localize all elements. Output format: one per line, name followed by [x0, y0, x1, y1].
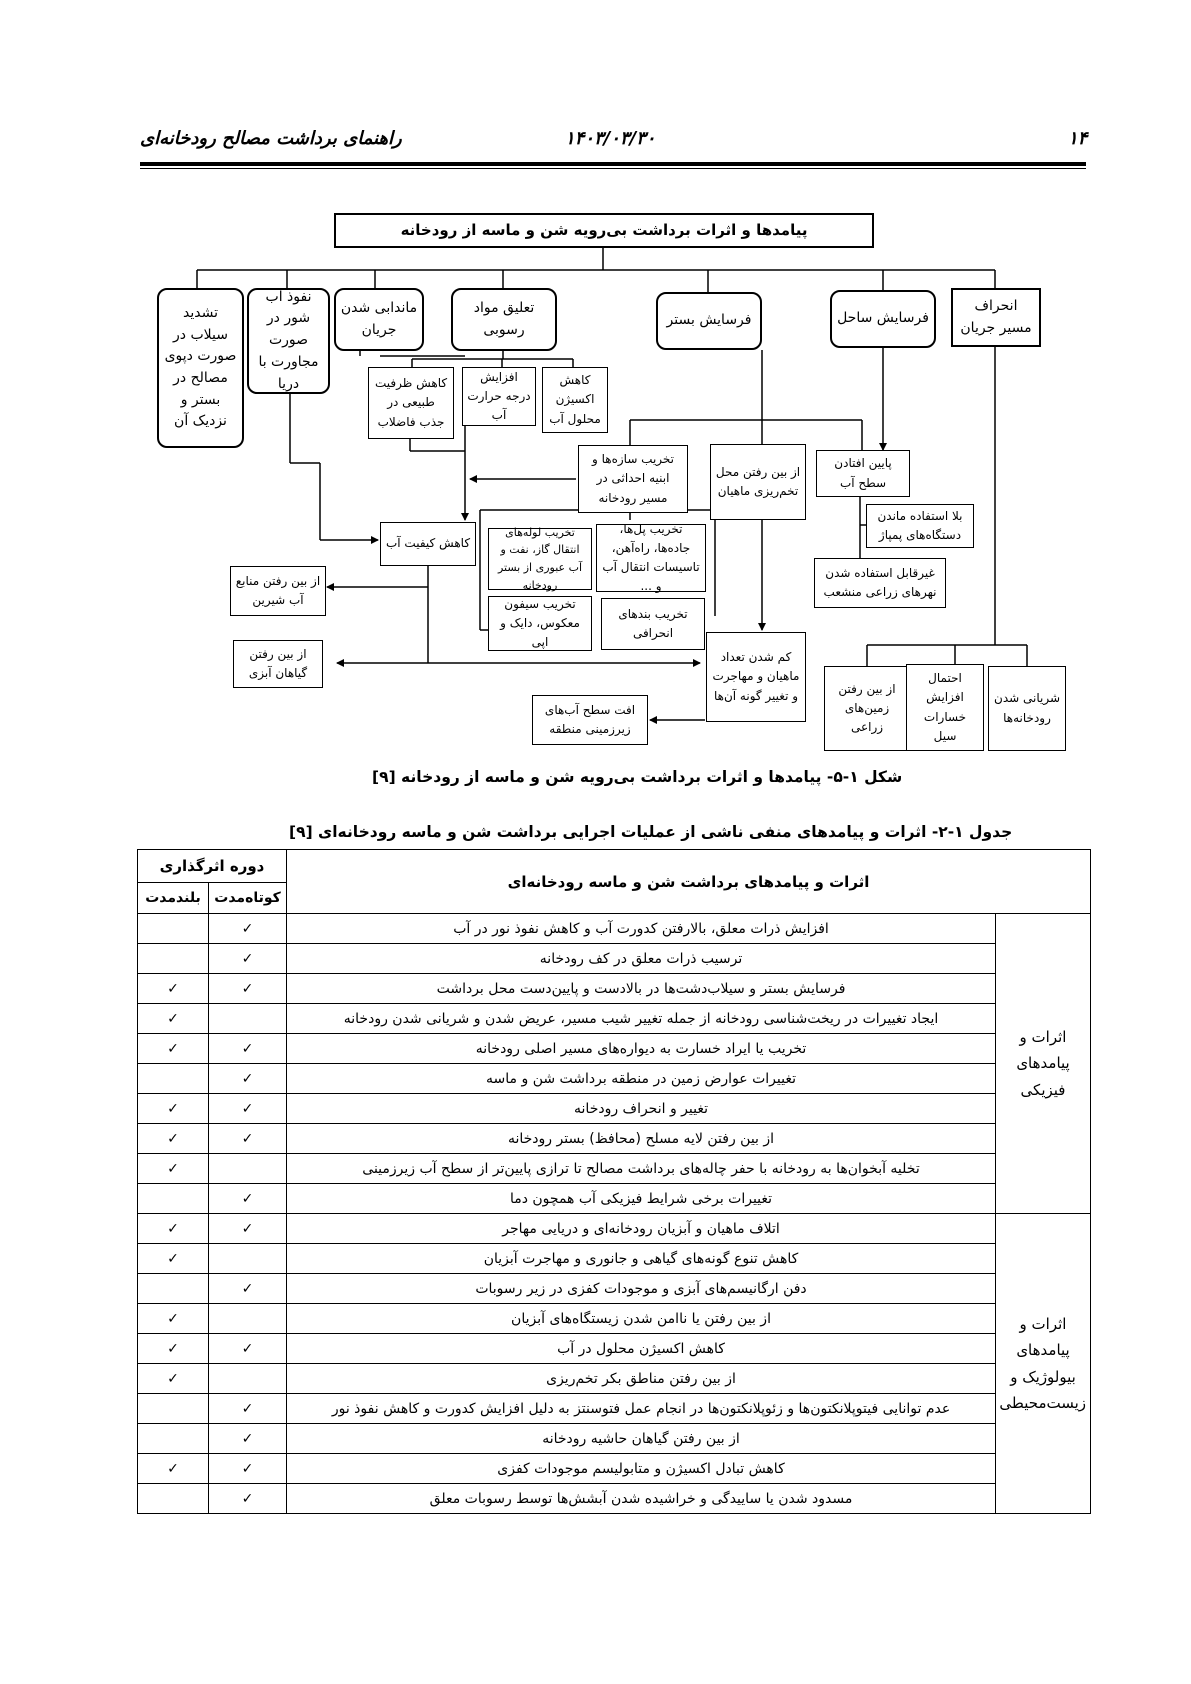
short-term-check: ✓ — [209, 1034, 287, 1064]
header-impacts: اثرات و پیامدهای برداشت شن و ماسه رودخانه‌ای — [287, 850, 1091, 914]
table-row — [138, 1364, 1091, 1394]
node-pipelines: تخریب لوله‌های انتقال گاز، نفت و آب عبوری از بستر رودخانه — [488, 528, 592, 590]
impact-text: کاهش اکسیژن محلول در آب — [287, 1334, 996, 1364]
long-term-check — [138, 1064, 209, 1094]
node-saltwater: نفوذ آب شور در صورت مجاورت با دریا — [247, 288, 330, 394]
table-row — [138, 1244, 1091, 1274]
long-term-check: ✓ — [138, 1094, 209, 1124]
node-bed-erosion: فرسایش بستر — [656, 292, 762, 350]
node-self-purification: کاهش ظرفیت طبیعی در جذب فاضلاب — [368, 367, 454, 439]
short-term-check: ✓ — [209, 1124, 287, 1154]
category-cell: اثرات و پیامدهای بیولوژیک و زیست‌محیطی — [996, 1214, 1091, 1514]
node-flood: تشدید سیلاب در صورت دپوی مصالح در بستر و نزدیک آن — [157, 288, 244, 448]
long-term-check — [138, 1394, 209, 1424]
node-sediment: تعلیق مواد رسوبی — [451, 288, 557, 351]
node-stagnation: ماندابی شدن جریان — [334, 288, 424, 351]
impact-text: تغییرات عوارض زمین در منطقه برداشت شن و ماسه — [287, 1064, 996, 1094]
short-term-check: ✓ — [209, 1334, 287, 1364]
impact-text: کاهش تبادل اکسیژن و متابولیسم موجودات کفزی — [287, 1454, 996, 1484]
table-row — [138, 1064, 1091, 1094]
category-cell: اثرات و پیامدهای فیزیکی — [996, 914, 1091, 1214]
node-pumps: بلا استفاده ماندن دستگاه‌های پمپاژ — [866, 504, 974, 548]
node-aquatic-plants: از بین رفتن گیاهان آبزی — [233, 640, 323, 688]
short-term-check: ✓ — [209, 1454, 287, 1484]
impact-text: مسدود شدن یا ساییدگی و خراشیده شدن آبشش‌ها توسط رسوبات معلق — [287, 1484, 996, 1514]
table-row — [138, 1124, 1091, 1154]
node-fish: کم شدن تعداد ماهیان و مهاجرت و تغییر گونه آن‌ها — [706, 632, 806, 722]
short-term-check — [209, 1154, 287, 1184]
long-term-check: ✓ — [138, 974, 209, 1004]
long-term-check: ✓ — [138, 1004, 209, 1034]
long-term-check: ✓ — [138, 1214, 209, 1244]
short-term-check: ✓ — [209, 1064, 287, 1094]
short-term-check: ✓ — [209, 1184, 287, 1214]
impact-text: دفن ارگانیسم‌های آبزی و موجودات کفزی در زیر رسوبات — [287, 1274, 996, 1304]
impact-text: ترسیب ذرات معلق در کف رودخانه — [287, 944, 996, 974]
impact-text: از بین رفتن مناطق بکر تخم‌ریزی — [287, 1364, 996, 1394]
short-term-check: ✓ — [209, 944, 287, 974]
table-caption: جدول ۱-۲- اثرات و پیامدهای منفی ناشی از عملیات اجرایی برداشت شن و ماسه رودخانه‌ای [۹] — [289, 823, 1013, 841]
impact-text: از بین رفتن لایه مسلح (محافظ) بستر رودخانه — [287, 1124, 996, 1154]
long-term-check: ✓ — [138, 1454, 209, 1484]
table-row — [138, 974, 1091, 1004]
impact-text: تغییرات برخی شرایط فیزیکی آب همچون دما — [287, 1184, 996, 1214]
long-term-check — [138, 1184, 209, 1214]
table-row — [138, 1394, 1091, 1424]
long-term-check — [138, 1424, 209, 1454]
table-row — [138, 1154, 1091, 1184]
short-term-check: ✓ — [209, 1484, 287, 1514]
node-bridges: تخریب پل‌ها، جاده‌ها، راه‌آهن، تاسیسات انتقال آب و ... — [596, 524, 706, 592]
table-row — [138, 1094, 1091, 1124]
table-row — [138, 1184, 1091, 1214]
header-date: ۱۴۰۳/۰۳/۳۰ — [565, 128, 656, 149]
impact-text: تخریب یا ایراد خسارت به دیواره‌های مسیر اصلی رودخانه — [287, 1034, 996, 1064]
table-row — [138, 1304, 1091, 1334]
short-term-check: ✓ — [209, 914, 287, 944]
long-term-check: ✓ — [138, 1334, 209, 1364]
node-diversion-dams: تخریب بندهای انحرافی — [601, 598, 705, 650]
impact-text: عدم توانایی فیتوپلانکتون‌ها و زئوپلانکتون‌ها در انجام عمل فتوسنتز به دلیل افزایش کدورت و کاهش نفوذ نور — [287, 1394, 996, 1424]
diagram-title: پیامدها و اثرات برداشت بی‌رویه شن و ماسه از رودخانه — [334, 213, 874, 248]
node-structures: تخریب سازه‌ها و ابنیه احداثی در مسیر رودخانه — [578, 445, 688, 513]
node-deviation: انحراف مسیر جریان — [951, 288, 1041, 347]
header-short-term: کوتاه‌مدت — [209, 883, 287, 914]
node-oxygen: کاهش اکسیژن محلول آب — [542, 367, 608, 433]
short-term-check — [209, 1364, 287, 1394]
short-term-check: ✓ — [209, 1094, 287, 1124]
long-term-check: ✓ — [138, 1244, 209, 1274]
header-title: راهنمای برداشت مصالح رودخانه‌ای — [140, 128, 402, 149]
long-term-check: ✓ — [138, 1154, 209, 1184]
short-term-check: ✓ — [209, 1274, 287, 1304]
short-term-check — [209, 1244, 287, 1274]
impact-text: تغییر و انحراف رودخانه — [287, 1094, 996, 1124]
figure-caption: شکل ۱-۵- پیامدها و اثرات برداشت بی‌رویه شن و ماسه از رودخانه [۹] — [372, 768, 903, 786]
long-term-check — [138, 914, 209, 944]
node-quality: کاهش کیفیت آب — [380, 522, 476, 566]
short-term-check — [209, 1304, 287, 1334]
header-long-term: بلندمدت — [138, 883, 209, 914]
table-row — [138, 1454, 1091, 1484]
node-freshwater: از بین رفتن منابع آب شیرین — [230, 566, 326, 616]
node-canals: غیرقابل استفاده شدن نهرهای زراعی منشعب — [814, 558, 946, 608]
node-siphons: تخریب سیفون معکوس، دایک و اپی — [488, 596, 592, 651]
table-row — [138, 1214, 1091, 1244]
impacts-table-body — [138, 850, 1091, 1514]
table-row — [138, 914, 1091, 944]
long-term-check: ✓ — [138, 1124, 209, 1154]
table-row — [138, 1034, 1091, 1064]
impacts-table — [137, 849, 1091, 1514]
impact-text: تخلیه آبخوان‌ها به رودخانه با حفر چاله‌های برداشت مصالح تا ترازی پایین‌تر از سطح آب زیرزمینی — [287, 1154, 996, 1184]
table-row — [138, 1004, 1091, 1034]
node-spawning: از بین رفتن محل تخم‌ریزی ماهیان — [710, 444, 806, 520]
node-farmland: از بین رفتن زمین‌های زراعی — [824, 666, 910, 751]
long-term-check: ✓ — [138, 1304, 209, 1334]
table-row — [138, 1334, 1091, 1364]
impact-text: از بین رفتن گیاهان حاشیه رودخانه — [287, 1424, 996, 1454]
impact-text: اتلاف ماهیان و آبزیان رودخانه‌ای و دریایی مهاجر — [287, 1214, 996, 1244]
impact-text: فرسایش بستر و سیلاب‌دشت‌ها در بالادست و پایین‌دست محل برداشت — [287, 974, 996, 1004]
long-term-check — [138, 944, 209, 974]
node-braiding: شریانی شدن رودخانه‌ها — [988, 666, 1066, 751]
node-flood-damage: احتمال افزایش خسارات سیل — [906, 664, 984, 751]
impact-text: از بین رفتن یا ناامن شدن زیستگاه‌های آبزیان — [287, 1304, 996, 1334]
impact-text: ایجاد تغییرات در ریخت‌شناسی رودخانه از جمله تغییر شیب مسیر، عریض شدن و شریانی شدن رودخانه — [287, 1004, 996, 1034]
header-period: دوره اثرگذاری — [138, 850, 287, 883]
short-term-check: ✓ — [209, 1394, 287, 1424]
table-row — [138, 1424, 1091, 1454]
table-row — [138, 944, 1091, 974]
node-water-level: پایین افتادن سطح آب — [816, 450, 910, 497]
impact-text: افزایش ذرات معلق، بالارفتن کدورت آب و کاهش نفوذ نور در آب — [287, 914, 996, 944]
short-term-check: ✓ — [209, 1424, 287, 1454]
table-row — [138, 1274, 1091, 1304]
table-header-row — [138, 850, 1091, 883]
node-bank-erosion: فرسایش ساحل — [830, 290, 936, 348]
table-row — [138, 1484, 1091, 1514]
node-groundwater: افت سطح آب‌های زیرزمینی منطقه — [532, 695, 648, 745]
long-term-check: ✓ — [138, 1034, 209, 1064]
short-term-check: ✓ — [209, 1214, 287, 1244]
page-number: ۱۴ — [1068, 128, 1088, 149]
long-term-check: ✓ — [138, 1364, 209, 1394]
short-term-check: ✓ — [209, 974, 287, 1004]
short-term-check — [209, 1004, 287, 1034]
long-term-check — [138, 1274, 209, 1304]
node-temperature: افزایش درجه حرارت آب — [462, 367, 536, 426]
impact-text: کاهش تنوع گونه‌های گیاهی و جانوری و مهاجرت آبزیان — [287, 1244, 996, 1274]
long-term-check — [138, 1484, 209, 1514]
